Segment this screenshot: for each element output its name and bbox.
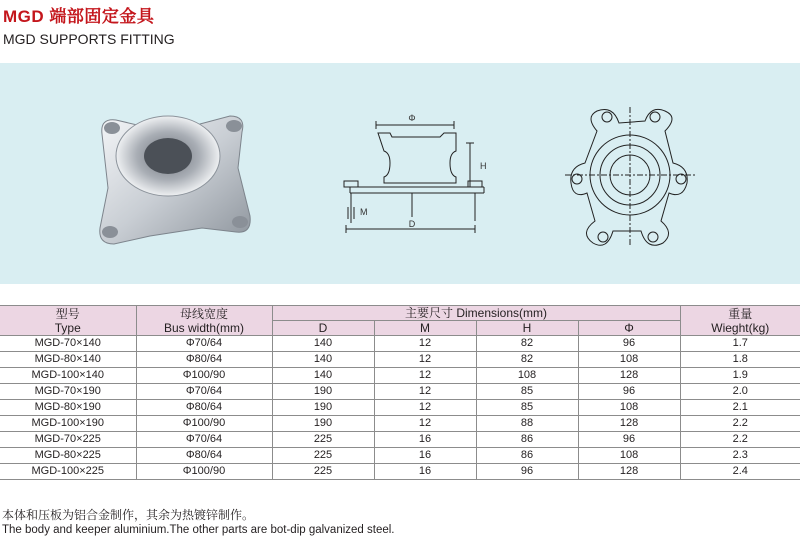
h-cell: 88 [476,416,578,432]
weight-cell: 1.7 [680,336,800,352]
table-row [0,352,800,368]
phi-dimension-label: Φ [408,113,416,123]
table-row [0,336,800,352]
bus-width-cell: Φ70/64 [136,384,272,400]
weight-cell: 2.2 [680,432,800,448]
phi-cell: 128 [578,368,680,384]
d-cell: 190 [272,400,374,416]
phi-cell: 128 [578,464,680,480]
bus-width-cell: Φ70/64 [136,432,272,448]
h-cell: 108 [476,368,578,384]
table-row [0,464,800,480]
m-column-header: M [374,321,476,336]
bus-width-cell: Φ80/64 [136,400,272,416]
d-dimension-label: D [408,219,416,229]
bus-width-cell: Φ100/90 [136,464,272,480]
m-cell: 12 [374,368,476,384]
m-cell: 12 [374,352,476,368]
table-row [0,384,800,400]
phi-cell: 128 [578,416,680,432]
phi-column-header: Φ [578,321,680,336]
d-column-header: D [272,321,374,336]
h-dimension-label: H [480,161,487,171]
m-cell: 16 [374,432,476,448]
type-cell: MGD-70×225 [0,432,136,448]
h-cell: 86 [476,432,578,448]
type-cell: MGD-80×140 [0,352,136,368]
weight-cell: 2.4 [680,464,800,480]
weight-cell: 2.3 [680,448,800,464]
m-cell: 16 [374,464,476,480]
d-cell: 140 [272,352,374,368]
table-row [0,416,800,432]
d-cell: 225 [272,432,374,448]
h-cell: 85 [476,400,578,416]
bus-width-cell: Φ100/90 [136,368,272,384]
d-cell: 225 [272,448,374,464]
page-title-en: MGD SUPPORTS FITTING [3,31,175,47]
phi-cell: 108 [578,448,680,464]
type-cell: MGD-100×190 [0,416,136,432]
d-cell: 140 [272,336,374,352]
phi-cell: 108 [578,400,680,416]
weight-cell: 1.9 [680,368,800,384]
h-column-header: H [476,321,578,336]
bus-width-cell: Φ80/64 [136,352,272,368]
bus-width-cell: Φ70/64 [136,336,272,352]
material-note-cn: 本体和压板为铝合金制作，其余为热镀锌制作。 [2,508,255,522]
bus-width-header: 母线宽度 Bus width(mm) [136,306,272,336]
product-photo [90,98,260,258]
m-cell: 12 [374,400,476,416]
material-note-en: The body and keeper aluminium.The other parts are bot-dip galvanized steel. [2,524,395,536]
type-header: 型号 Type [0,306,136,336]
bus-width-cell: Φ100/90 [136,416,272,432]
m-cell: 12 [374,336,476,352]
type-cell: MGD-70×190 [0,384,136,400]
table-row [0,448,800,464]
d-cell: 225 [272,464,374,480]
d-cell: 190 [272,384,374,400]
h-cell: 85 [476,384,578,400]
phi-cell: 108 [578,352,680,368]
h-cell: 82 [476,336,578,352]
type-cell: MGD-70×140 [0,336,136,352]
m-cell: 12 [374,384,476,400]
dimensions-header: 主要尺寸 Dimensions(mm) [272,306,680,321]
type-cell: MGD-80×190 [0,400,136,416]
d-cell: 140 [272,368,374,384]
m-cell: 12 [374,416,476,432]
phi-cell: 96 [578,432,680,448]
table-header-row-1 [0,306,800,321]
h-cell: 96 [476,464,578,480]
top-view-drawing [555,103,705,253]
type-cell: MGD-100×140 [0,368,136,384]
phi-cell: 96 [578,384,680,400]
h-cell: 86 [476,448,578,464]
specification-table [0,305,800,480]
phi-cell: 96 [578,336,680,352]
m-dimension-label: M [360,207,368,217]
m-cell: 16 [374,448,476,464]
h-cell: 82 [476,352,578,368]
weight-cell: 2.1 [680,400,800,416]
weight-header: 重量 Wieght(kg) [680,306,800,336]
product-figure-band [0,63,800,284]
table-row [0,368,800,384]
side-view-drawing [320,103,500,253]
bus-width-cell: Φ80/64 [136,448,272,464]
type-cell: MGD-80×225 [0,448,136,464]
table-row [0,400,800,416]
d-cell: 190 [272,416,374,432]
weight-cell: 1.8 [680,352,800,368]
weight-cell: 2.2 [680,416,800,432]
weight-cell: 2.0 [680,384,800,400]
table-row [0,432,800,448]
type-cell: MGD-100×225 [0,464,136,480]
page-title-cn: MGD 端部固定金具 [3,7,155,26]
